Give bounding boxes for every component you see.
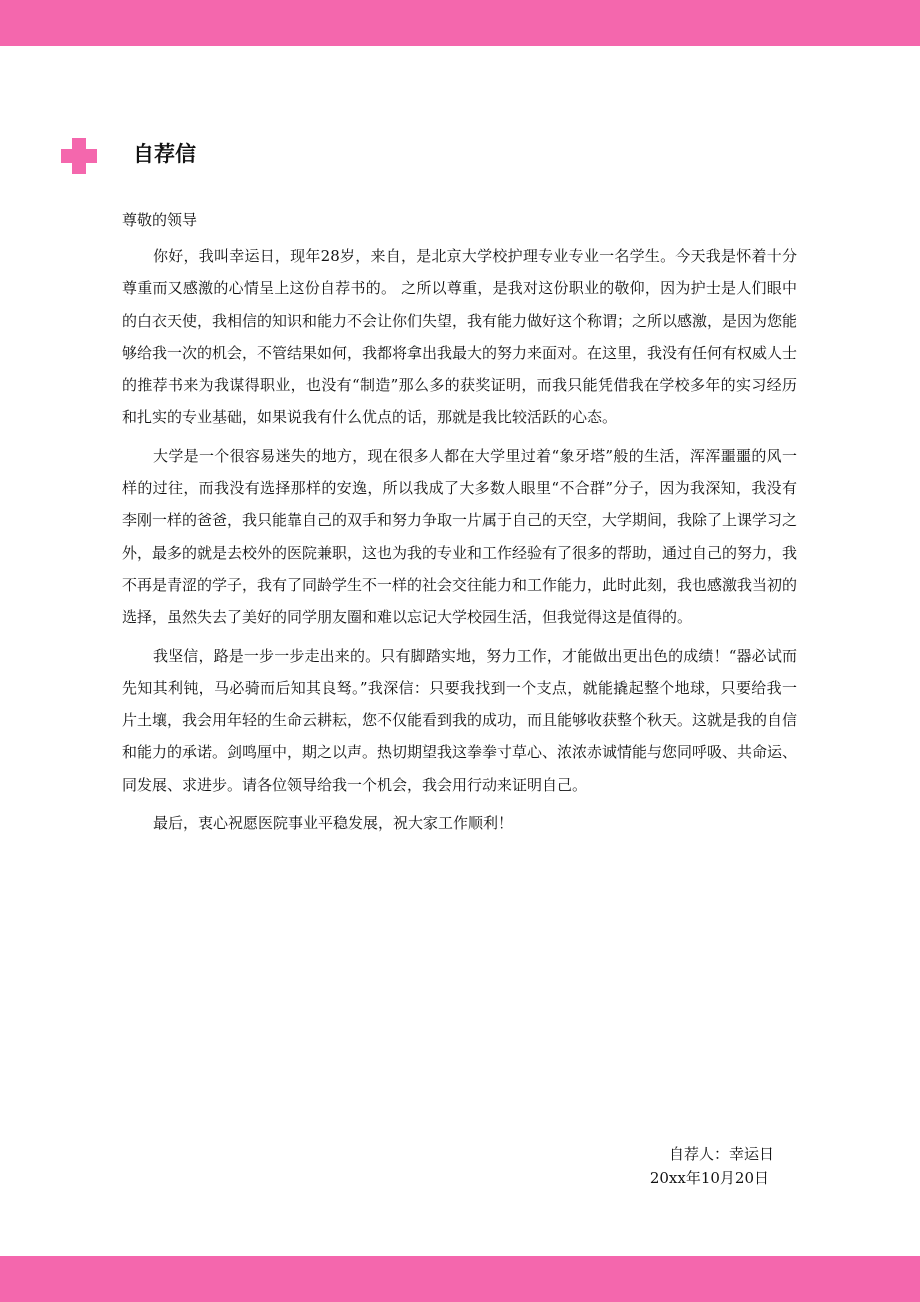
- paragraph-belief: 我坚信，路是一步一步走出来的。只有脚踏实地，努力工作，才能做出更出色的成绩！“器必试而先知其利钝，马必骑而后知其良驽。”我深信：只要我找到一个支点，就能撬起整个地球，只要给我一片土壤，我会用年轻的生命云耕耘，您不仅能看到我的成功，而且能够收获整个秋天。这就是我的自信和能力的承诺。剑鸣厘中，期之以声。热切期望我这拳拳寸草心、浓浓赤诚情能与您同呼吸、共命运、同发展、求进步。请各位领导给我一个机会，我会用行动来证明自己。: [122, 646, 798, 794]
- cross-horizontal-bar: [61, 149, 97, 163]
- top-pink-band: [0, 0, 920, 46]
- document-title: 自荐信: [133, 142, 196, 166]
- bottom-pink-band: [0, 1256, 920, 1302]
- signature-date: 20xx年10月20日: [649, 1169, 769, 1187]
- paragraph-university: 大学是一个很容易迷失的地方，现在很多人都在大学里过着“象牙塔”般的生活，浑浑噩噩的风一样的过往，而我没有选择那样的安逸，所以我成了大多数人眼里“不合群”分子，因为我深知，我没有李刚一样的爸爸，我只能靠自己的双手和努力争取一片属于自己的天空，大学期间，我除了上课学习之外，最多的就是去校外的医院兼职，这也为我的专业和工作经验有了很多的帮助，通过自己的努力，我不再是青涩的学子，我有了同龄学生不一样的社会交往能力和工作能力，此时此刻，我也感激我当初的选择，虽然失去了美好的同学朋友圈和难以忘记大学校园生活，但我觉得这是值得的。: [122, 446, 798, 627]
- plus-cross-icon: [61, 138, 97, 174]
- salutation: 尊敬的领导: [122, 211, 198, 229]
- signature-block: [600, 1142, 800, 1190]
- paragraph-closing: 最后，衷心祝愿医院事业平稳发展，祝大家工作顺利！: [153, 814, 514, 833]
- letter-body: [122, 204, 797, 845]
- paragraph-intro: 你好，我叫幸运日，现年28岁，来自，是北京大学校护理专业专业一名学生。今天我是怀着十分尊重而又感激的心情呈上这份自荐书的。 之所以尊重，是我对这份职业的敬仰，因为护士是人们眼中的白衣天使，我相信的知识和能力不会让你们失望，我有能力做好这个称谓；之所以感激，是因为您能够给我一次的机会，不管结果如何，我都将拿出我最大的努力来面对。在这里，我没有任何有权威人士的推荐书来为我谋得职业，也没有“制造”那么多的获奖证明，而我只能凭借我在学校多年的实习经历和扎实的专业基础，如果说我有什么优点的话，那就是我比较活跃的心态。: [122, 247, 798, 427]
- signature-name: 自荐人：幸运日: [668, 1145, 774, 1163]
